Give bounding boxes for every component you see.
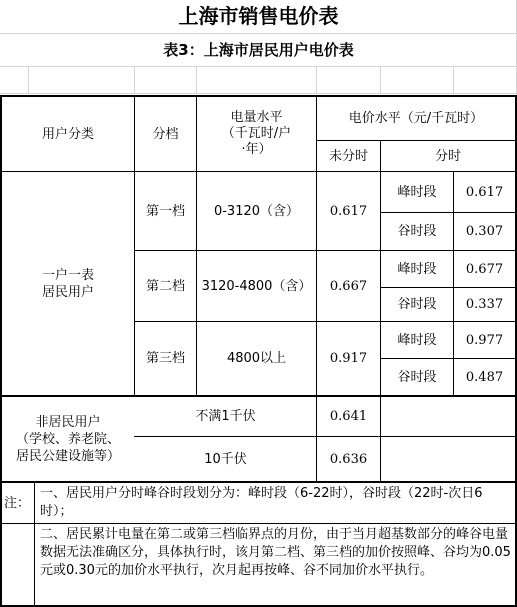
peak-label: 峰时段 [397, 184, 437, 200]
peak-price: 0.977 [465, 332, 504, 348]
table-border [0, 481, 517, 483]
header-non-tou: 未分时 [328, 148, 368, 164]
table-border [0, 523, 517, 524]
header-user-category: 用户分类 [41, 126, 94, 142]
peak-label: 峰时段 [397, 332, 437, 348]
valley-price: 0.307 [465, 224, 504, 239]
valley-label: 谷时段 [397, 224, 437, 239]
tier-price: 0.617 [329, 203, 368, 219]
gridline [134, 66, 135, 94]
gridline [453, 66, 454, 94]
residential-category: 一户一表 居民用户 [41, 267, 94, 300]
tier-range: 0-3120（含） [213, 203, 300, 219]
tier-price: 0.917 [329, 351, 368, 366]
table-subtitle: 表3：上海市居民用户电价表 [163, 40, 354, 59]
note-2: 二、居民累计电量在第二或第三档临界点的月份，由于当月超基数部分的峰谷电量数据无法准确区分，具体执行时，该月第二档、第三档的加价按照峰、谷均为0.05元或0.30元的加价水平执行，次月起再按峰、谷不同加价水平执行。 [40, 527, 511, 578]
note-1: 一、居民用户分时峰谷时段划分为：峰时段（6-22时），谷时段（22时-次日6时）； [40, 486, 483, 519]
peak-price: 0.617 [465, 184, 504, 200]
voltage-label: 不满1千伏 [195, 409, 256, 424]
valley-price: 0.487 [465, 369, 504, 385]
header-price-level: 电价水平（元/千瓦时） [348, 111, 484, 126]
gridline [0, 93, 517, 94]
header-consumption: 电量水平 （千瓦时/户 ·年） [221, 110, 292, 157]
gridline [196, 66, 197, 94]
header-tou: 分时 [434, 148, 461, 164]
tier-name: 第三档 [145, 351, 185, 366]
tier-range: 3120-4800（含） [201, 278, 312, 294]
peak-label: 峰时段 [397, 261, 437, 277]
gridline [380, 66, 381, 94]
tier-range: 4800以上 [226, 351, 287, 366]
non-residential-category: 非居民用户 （学校、养老院、 居民公建设施等） [15, 414, 120, 464]
peak-price: 0.677 [465, 261, 504, 277]
gridline [0, 66, 517, 67]
voltage-label: 10千伏 [204, 451, 247, 467]
valley-price: 0.337 [465, 297, 504, 312]
header-tier: 分档 [152, 126, 179, 142]
page-title: 上海市销售电价表 [178, 4, 339, 28]
tier-name: 第一档 [145, 203, 185, 219]
tier-price: 0.667 [329, 278, 368, 294]
notes-label: 注： [4, 495, 31, 511]
gridline [28, 66, 29, 94]
table-border [34, 482, 35, 607]
valley-label: 谷时段 [397, 369, 437, 385]
voltage-price: 0.641 [329, 409, 368, 424]
voltage-price: 0.636 [329, 451, 368, 467]
valley-label: 谷时段 [397, 297, 437, 312]
gridline [316, 66, 317, 94]
tier-name: 第二档 [145, 278, 185, 294]
